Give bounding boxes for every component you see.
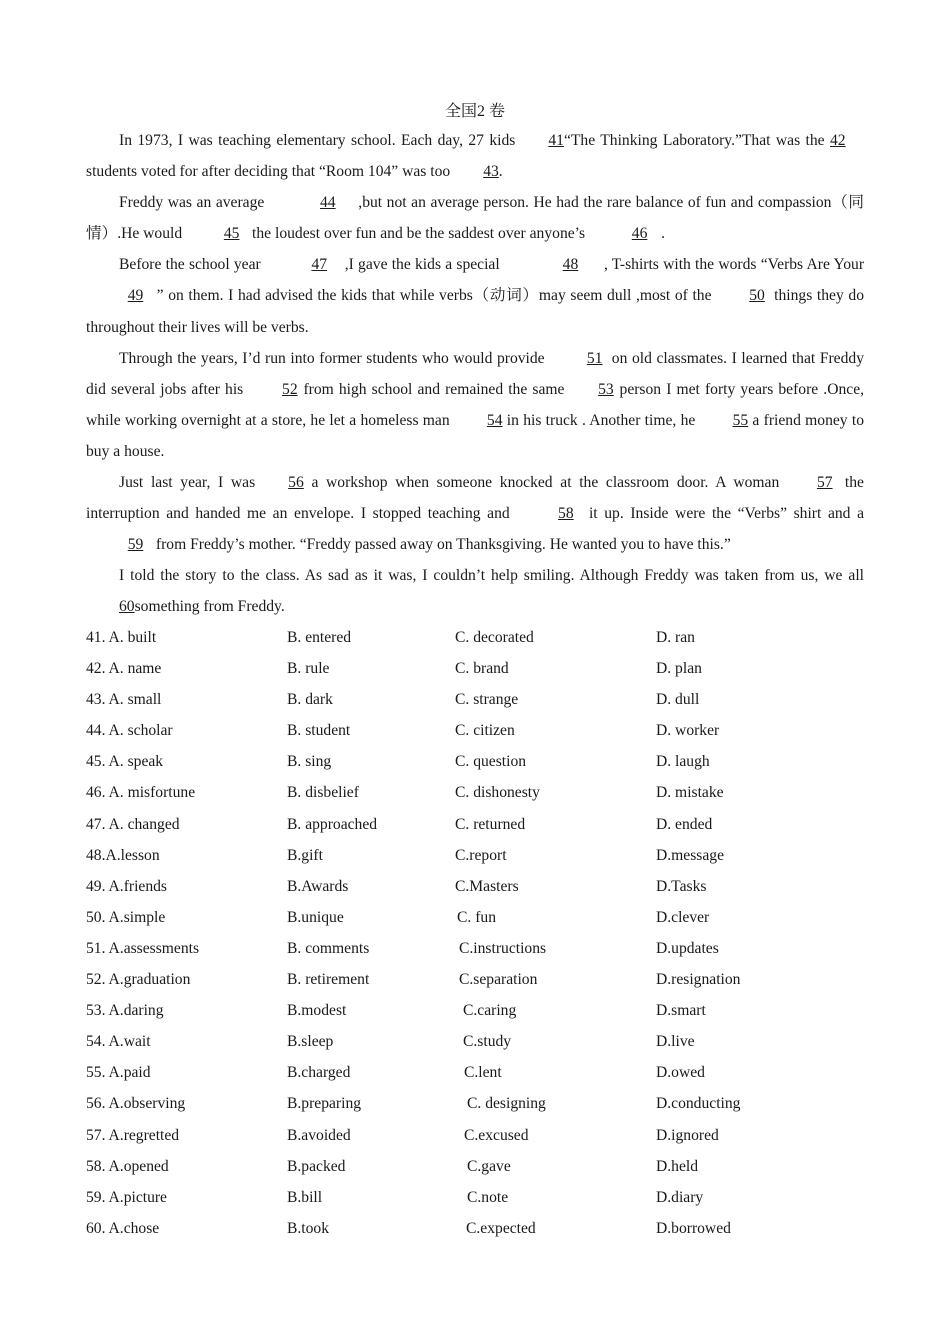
text: a friend money to buy a house. — [86, 411, 864, 460]
option-b: B. entered — [287, 629, 352, 646]
option-d: D. ran — [656, 629, 695, 646]
option-c: C.note — [467, 1188, 509, 1206]
paragraph-4 — [86, 343, 864, 467]
option-c: C.study — [463, 1033, 512, 1051]
option-a: 41. A. built — [86, 629, 157, 646]
option-d: D. dull — [656, 691, 700, 709]
blank-52: 52 — [282, 380, 298, 398]
option-a: 60. A.chose — [86, 1219, 160, 1237]
option-row — [86, 1057, 886, 1088]
option-row — [86, 1182, 886, 1213]
option-c: C.excused — [464, 1126, 529, 1144]
option-d: D.updates — [656, 939, 719, 957]
option-a: 43. A. small — [86, 691, 162, 709]
option-row — [86, 871, 886, 902]
text: . — [661, 225, 665, 243]
text: Before the school year — [119, 256, 261, 274]
option-a: 54. A.wait — [86, 1033, 151, 1051]
paragraph-5 — [86, 467, 864, 560]
blank-53: 53 — [598, 380, 614, 398]
option-d: D. laugh — [656, 753, 710, 771]
option-c: C.separation — [459, 971, 538, 989]
text: the interruption and handed me an envelope. I stopped teaching and — [86, 474, 864, 523]
option-c: C.Masters — [455, 877, 519, 895]
option-b: B. disbelief — [287, 784, 359, 802]
option-c: C. citizen — [455, 722, 515, 740]
text: “The Thinking Laboratory.”That was the — [563, 132, 830, 149]
option-row — [86, 1088, 886, 1119]
option-c: C. brand — [455, 660, 509, 678]
option-a: 58. A.opened — [86, 1157, 169, 1175]
option-c: C. strange — [455, 691, 519, 709]
option-row — [86, 1026, 886, 1057]
text: person I met forty years before .Once, while working overnight at a store, he let a homeless man — [86, 380, 865, 429]
option-c: C. dishonesty — [455, 784, 540, 802]
text: ,but not an average person. He had the rare balance of fun and compassion（同情）.He would — [86, 194, 864, 243]
option-c: C. decorated — [455, 629, 534, 646]
option-b: B. approached — [287, 815, 378, 833]
text: In 1973, I was teaching elementary school. Each day, 27 kids — [119, 132, 516, 149]
option-a: 56. A.observing — [86, 1095, 186, 1113]
option-b: B.preparing — [287, 1095, 362, 1113]
page-title: 全国2 卷 — [444, 103, 505, 120]
option-row — [86, 995, 886, 1026]
blank-47: 47 — [311, 256, 328, 274]
text: things they do throughout their lives will be verbs. — [86, 287, 864, 336]
option-row — [86, 653, 886, 684]
text: from Freddy’s mother. “Freddy passed away on Thanksgiving. He wanted you to have this.” — [152, 536, 731, 554]
option-row — [86, 684, 886, 715]
option-b: B.Awards — [287, 877, 349, 895]
option-row — [86, 715, 886, 746]
option-b: B.avoided — [287, 1126, 351, 1144]
blank-46: 46 — [631, 225, 648, 243]
option-b: B.gift — [287, 846, 323, 864]
text: , T-shirts with the words “Verbs Are Your — [603, 256, 865, 274]
blank-56: 56 — [288, 474, 304, 492]
option-a: 42. A. name — [86, 660, 162, 678]
paragraph-1 — [86, 125, 864, 187]
blank-41: 41 — [548, 132, 564, 149]
option-b: B.took — [287, 1219, 330, 1237]
text: on old classmates. I learned that Freddy did several jobs after his — [86, 349, 864, 398]
text: in his truck . Another time, he — [502, 411, 700, 429]
option-row — [86, 902, 886, 933]
options-list — [86, 622, 886, 1244]
blank-42: 42 — [830, 132, 846, 149]
blank-51: 51 — [586, 349, 603, 367]
option-c: C. fun — [457, 908, 496, 926]
option-c: C.expected — [466, 1219, 536, 1237]
text: the loudest over fun and be the saddest over anyone’s — [248, 225, 586, 243]
option-b: B.modest — [287, 1002, 347, 1020]
option-row — [86, 964, 886, 995]
blank-58: 58 — [558, 505, 574, 523]
option-b: B. retirement — [287, 971, 370, 989]
option-d: D. plan — [656, 660, 702, 678]
option-row — [86, 1120, 886, 1151]
option-a: 46. A. misfortune — [86, 784, 196, 802]
option-c: C. designing — [467, 1095, 546, 1113]
text: I told the story to the class. As sad as it was, I couldn’t help smiling. Although Freddy was taken from us, we all — [119, 567, 864, 585]
option-c: C.instructions — [459, 939, 547, 957]
option-a: 59. A.picture — [86, 1188, 167, 1206]
option-row — [86, 777, 886, 808]
option-a: 44. A. scholar — [86, 722, 173, 740]
text: students voted for after deciding that “Room 104” was too — [86, 163, 451, 181]
blank-60: 60 — [119, 598, 135, 616]
paragraph-3 — [86, 249, 864, 342]
text: ,I gave the kids a special — [344, 256, 504, 274]
option-c: C.gave — [467, 1157, 511, 1175]
option-c: C. returned — [455, 815, 526, 833]
paragraph-2 — [86, 187, 864, 249]
option-c: C. question — [455, 753, 527, 771]
option-d: D.owed — [656, 1064, 705, 1082]
option-d: D. mistake — [656, 784, 724, 802]
option-a: 53. A.daring — [86, 1002, 164, 1020]
option-c: C.lent — [464, 1064, 502, 1082]
option-d: D. ended — [656, 815, 713, 833]
option-d: D. worker — [656, 722, 720, 740]
text: something from Freddy. — [134, 598, 285, 616]
option-d: D.conducting — [656, 1095, 741, 1113]
option-b: B.charged — [287, 1064, 351, 1082]
option-c: C.report — [455, 846, 507, 864]
text: ” on them. I had advised the kids that while verbs（动词）may seem dull ,most of the — [152, 287, 712, 305]
option-d: D.held — [656, 1157, 699, 1175]
option-a: 50. A.simple — [86, 908, 166, 926]
option-b: B.packed — [287, 1157, 346, 1175]
cloze-passage — [86, 125, 864, 623]
option-d: D.smart — [656, 1002, 706, 1020]
option-b: B. student — [287, 722, 351, 740]
option-b: B. dark — [287, 691, 333, 709]
blank-43: 43 — [483, 163, 499, 181]
option-d: D.diary — [656, 1188, 704, 1206]
option-a: 55. A.paid — [86, 1064, 151, 1082]
option-row — [86, 840, 886, 871]
option-d: D.message — [656, 846, 724, 864]
option-d: D.clever — [656, 908, 710, 926]
option-d: D.resignation — [656, 971, 741, 989]
option-b: B. sing — [287, 753, 332, 771]
blank-57: 57 — [816, 474, 833, 492]
option-row — [86, 809, 886, 840]
blank-50: 50 — [749, 287, 765, 305]
blank-45: 45 — [223, 225, 240, 243]
option-a: 51. A.assessments — [86, 939, 200, 957]
text: a workshop when someone knocked at the classroom door. A woman — [303, 474, 780, 492]
option-d: D.live — [656, 1033, 695, 1051]
option-row — [86, 1151, 886, 1182]
option-c: C.caring — [463, 1002, 517, 1020]
option-row — [86, 746, 886, 777]
option-row — [86, 933, 886, 964]
option-row — [86, 1213, 886, 1244]
text: Just last year, I was — [119, 474, 256, 492]
option-a: 57. A.regretted — [86, 1126, 180, 1144]
option-d: D.ignored — [656, 1126, 719, 1144]
blank-59: 59 — [127, 536, 144, 554]
text: Through the years, I’d run into former students who would provide — [119, 349, 550, 367]
text: Freddy was an average — [119, 194, 265, 212]
option-a: 49. A.friends — [86, 877, 167, 895]
blank-44: 44 — [320, 194, 336, 212]
option-b: B.sleep — [287, 1033, 334, 1051]
option-b: B. rule — [287, 660, 330, 678]
text: it up. Inside were the “Verbs” shirt and a — [582, 505, 865, 523]
blank-54: 54 — [486, 411, 503, 429]
blank-55: 55 — [732, 411, 749, 429]
option-d: D.borrowed — [656, 1219, 731, 1237]
option-b: B.bill — [287, 1188, 323, 1206]
option-a: 52. A.graduation — [86, 971, 191, 989]
blank-48: 48 — [562, 256, 579, 274]
option-b: B.unique — [287, 908, 344, 926]
option-a: 45. A. speak — [86, 753, 164, 771]
text: from high school and remained the same — [298, 380, 565, 398]
option-a: 48.A.lesson — [86, 846, 160, 864]
option-a: 47. A. changed — [86, 815, 180, 833]
text: . — [498, 163, 503, 181]
option-row — [86, 622, 886, 653]
paragraph-6 — [86, 560, 864, 622]
option-b: B. comments — [287, 939, 370, 957]
blank-49: 49 — [127, 287, 144, 305]
option-d: D.Tasks — [656, 877, 707, 895]
